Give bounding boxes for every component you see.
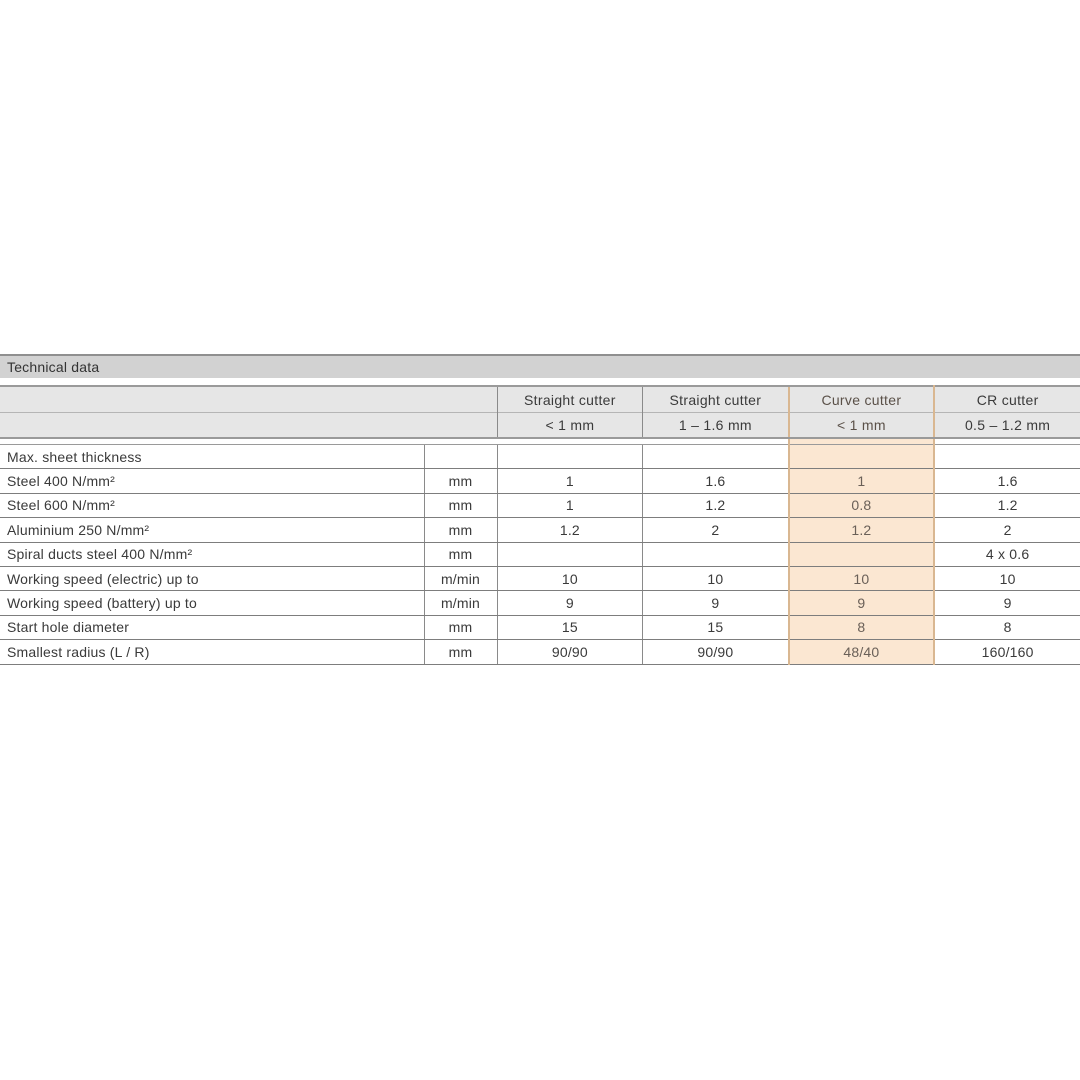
row-label: Max. sheet thickness <box>0 445 424 469</box>
table-row <box>0 445 1080 469</box>
header-blank-sub <box>0 413 497 439</box>
table-title: Technical data <box>7 359 100 375</box>
cell-value: 2 <box>934 518 1080 542</box>
table-row <box>0 518 1080 542</box>
row-unit: mm <box>424 518 497 542</box>
cell-value: 10 <box>497 566 643 590</box>
row-label: Working speed (battery) up to <box>0 591 424 615</box>
table-row <box>0 493 1080 517</box>
table-row <box>0 591 1080 615</box>
cell-value: 1.6 <box>934 469 1080 493</box>
cell-value: 48/40 <box>789 640 935 664</box>
cell-value: 8 <box>789 615 935 639</box>
row-label: Spiral ducts steel 400 N/mm² <box>0 542 424 566</box>
column-subheader-straight-cutter-large: 1 – 1.6 mm <box>643 413 789 439</box>
column-header-cr-cutter: CR cutter <box>934 386 1080 413</box>
cell-value: 15 <box>497 615 643 639</box>
row-label: Start hole diameter <box>0 615 424 639</box>
cell-value: 2 <box>643 518 789 542</box>
technical-data-table-wrapper <box>0 385 1080 665</box>
cell-value <box>643 542 789 566</box>
header-row-ranges <box>0 413 1080 439</box>
row-label: Smallest radius (L / R) <box>0 640 424 664</box>
column-subheader-straight-cutter-small: < 1 mm <box>497 413 643 439</box>
header-blank <box>0 386 497 413</box>
cell-value: 15 <box>643 615 789 639</box>
table-row <box>0 542 1080 566</box>
cell-value: 1.6 <box>643 469 789 493</box>
table-row <box>0 615 1080 639</box>
cell-value: 1.2 <box>934 493 1080 517</box>
row-unit: m/min <box>424 591 497 615</box>
cell-value: 90/90 <box>497 640 643 664</box>
cell-value: 9 <box>643 591 789 615</box>
technical-data-table <box>0 385 1080 665</box>
cell-value: 1.2 <box>497 518 643 542</box>
cell-value <box>789 445 935 469</box>
column-header-curve-cutter: Curve cutter <box>789 386 935 413</box>
table-row <box>0 640 1080 664</box>
cell-value <box>934 445 1080 469</box>
cell-value: 4 x 0.6 <box>934 542 1080 566</box>
cell-value <box>497 542 643 566</box>
row-unit: mm <box>424 640 497 664</box>
table-row <box>0 566 1080 590</box>
row-label: Aluminium 250 N/mm² <box>0 518 424 542</box>
table-title-bar <box>0 354 1080 378</box>
row-unit: mm <box>424 469 497 493</box>
row-unit: mm <box>424 493 497 517</box>
cell-value: 8 <box>934 615 1080 639</box>
column-header-straight-cutter-small: Straight cutter <box>497 386 643 413</box>
cell-value: 1 <box>789 469 935 493</box>
cell-value: 9 <box>497 591 643 615</box>
cell-value: 1.2 <box>643 493 789 517</box>
cell-value: 0.8 <box>789 493 935 517</box>
cell-value: 10 <box>789 566 935 590</box>
cell-value <box>789 542 935 566</box>
row-label: Steel 600 N/mm² <box>0 493 424 517</box>
row-unit: mm <box>424 615 497 639</box>
cell-value <box>497 445 643 469</box>
cell-value: 9 <box>789 591 935 615</box>
cell-value: 1.2 <box>789 518 935 542</box>
column-subheader-curve-cutter: < 1 mm <box>789 413 935 439</box>
table-row <box>0 469 1080 493</box>
header-row-names <box>0 386 1080 413</box>
cell-value: 1 <box>497 493 643 517</box>
cell-value: 160/160 <box>934 640 1080 664</box>
cell-value: 9 <box>934 591 1080 615</box>
row-unit: mm <box>424 542 497 566</box>
cell-value: 1 <box>497 469 643 493</box>
cell-value: 10 <box>934 566 1080 590</box>
row-label: Working speed (electric) up to <box>0 566 424 590</box>
cell-value: 10 <box>643 566 789 590</box>
row-unit: m/min <box>424 566 497 590</box>
cell-value: 90/90 <box>643 640 789 664</box>
row-label: Steel 400 N/mm² <box>0 469 424 493</box>
column-header-straight-cutter-large: Straight cutter <box>643 386 789 413</box>
row-unit <box>424 445 497 469</box>
column-subheader-cr-cutter: 0.5 – 1.2 mm <box>934 413 1080 439</box>
cell-value <box>643 445 789 469</box>
